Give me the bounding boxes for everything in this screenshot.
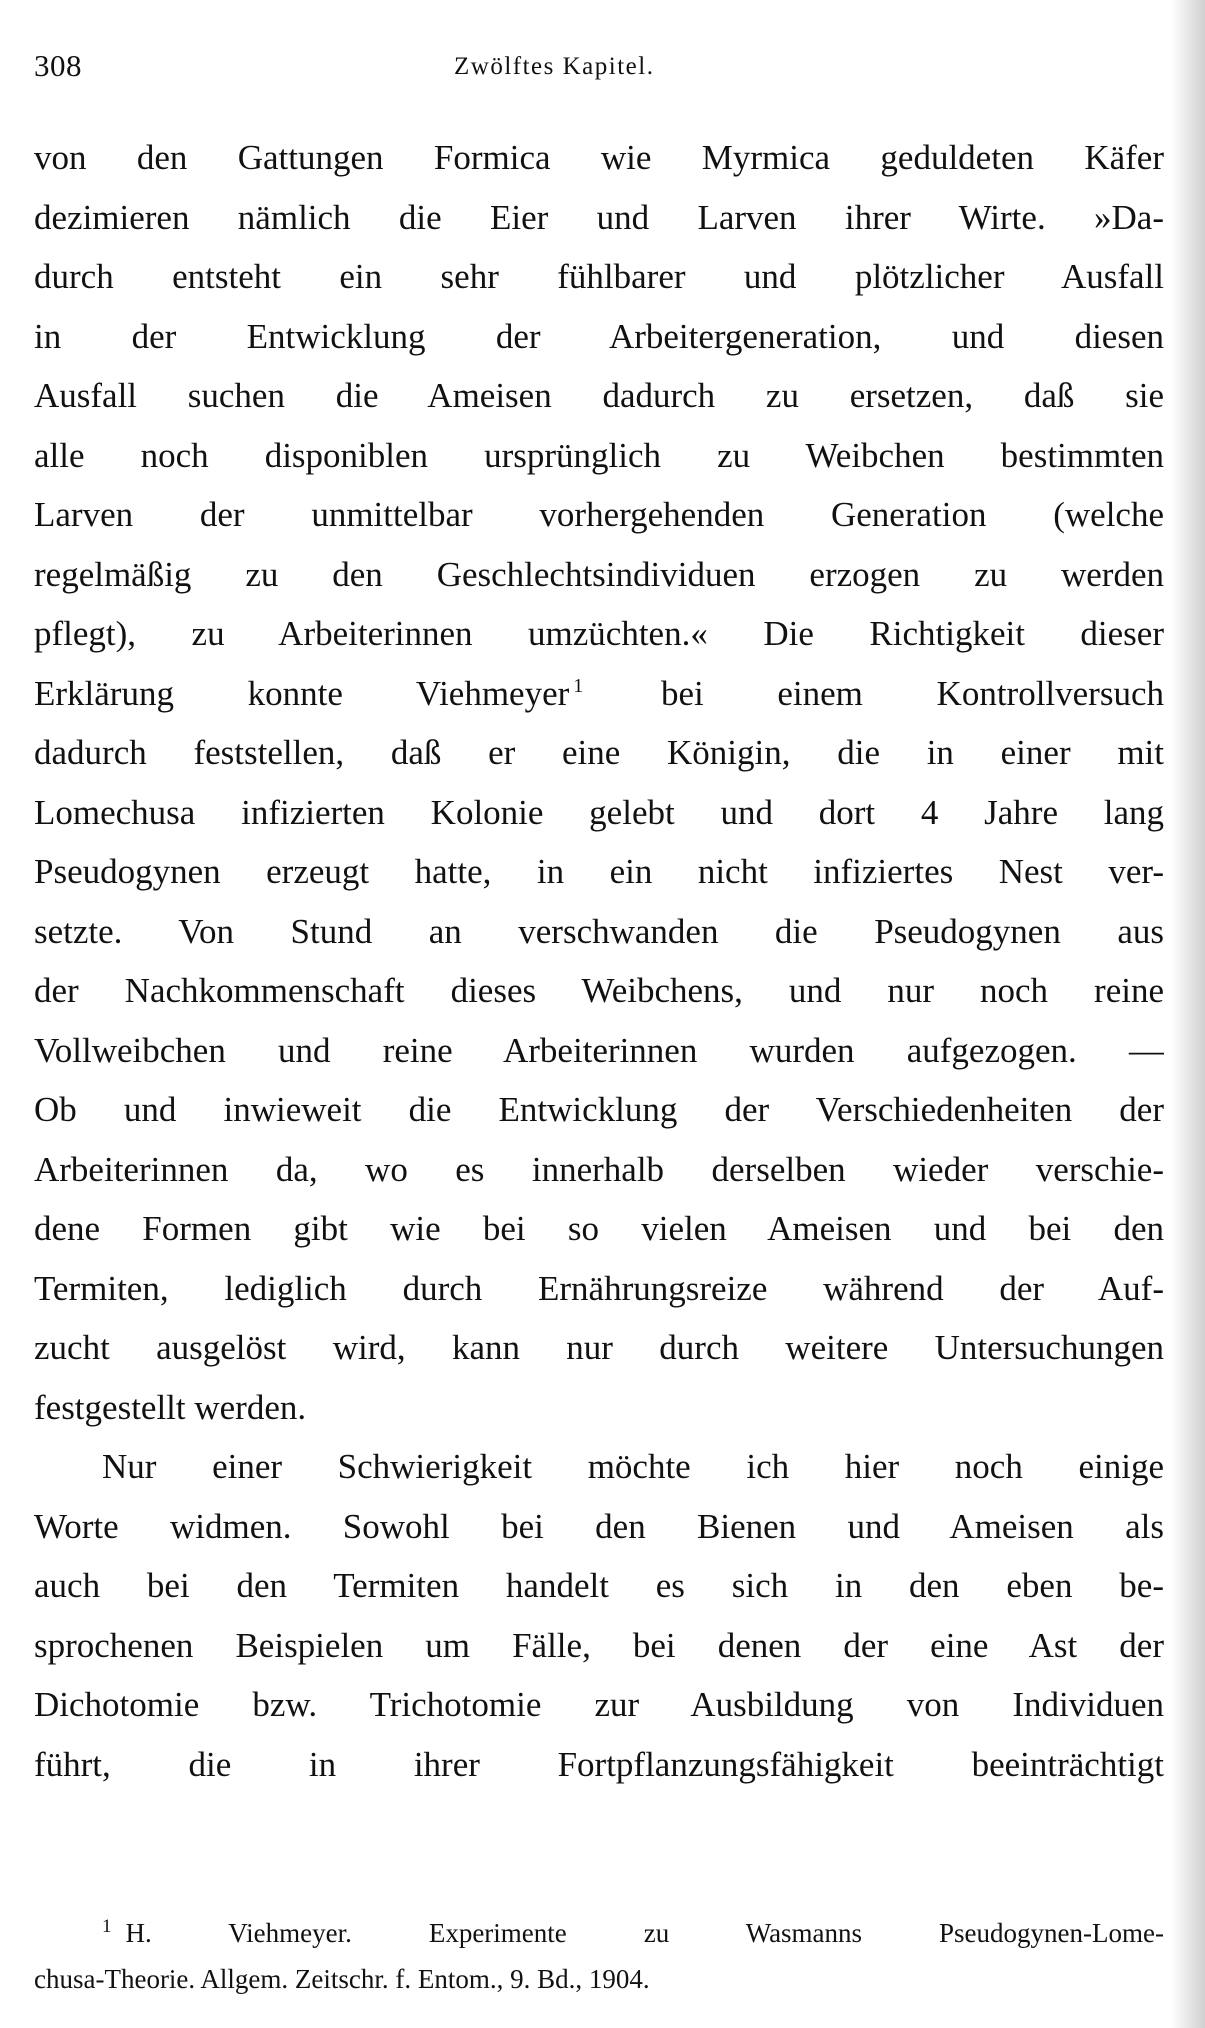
text-line: Ob und inwieweit die Entwicklung der Verschiedenheiten der	[34, 1090, 1164, 1129]
text-line-paragraph-end: festgestellt werden.	[34, 1387, 307, 1427]
text-line: führt, die in ihrer Fortpflanzungsfähigkeit beeinträchtigt	[34, 1744, 1164, 1784]
text-line: Lomechusa infizierten Kolonie gelebt und dort 4 Jahre lang	[34, 792, 1164, 832]
footnote-reference: 1	[573, 674, 584, 697]
text-line: von den Gattungen Formica wie Myrmica geduldeten Käfer	[34, 138, 1164, 177]
footnote	[34, 1910, 1164, 2002]
text-line: Arbeiterinnen da, wo es innerhalb derselben wieder verschie-	[34, 1149, 1164, 1189]
text-line: durch entsteht ein sehr fühlbarer und plötzlicher Ausfall	[34, 257, 1164, 296]
text-line: alle noch disponiblen ursprünglich zu Weibchen bestimmten	[34, 435, 1164, 475]
text-line: sprochenen Beispielen um Fälle, bei denen der eine Ast der	[34, 1625, 1164, 1665]
text-line: Larven der unmittelbar vorhergehenden Generation (welche	[34, 495, 1164, 534]
footnote-line	[34, 1910, 1164, 1956]
page-edge-shadow	[1171, 0, 1205, 2028]
text-line: setzte. Von Stund an verschwanden die Pseudogynen aus	[34, 911, 1164, 951]
text-line: pflegt), zu Arbeiterinnen umzüchten.« Die Richtigkeit dieser	[34, 614, 1164, 653]
text-line-with-footnote-ref	[34, 664, 1164, 724]
text-line: dadurch feststellen, daß er eine Königin, die in einer mit	[34, 733, 1164, 772]
text-line: zucht ausgelöst wird, kann nur durch weitere Untersuchungen	[34, 1328, 1164, 1367]
text-line: in der Entwicklung der Arbeitergeneration, und diesen	[34, 316, 1164, 356]
text-line: dene Formen gibt wie bei so vielen Ameisen und bei den	[34, 1209, 1164, 1248]
text-line: Dichotomie bzw. Trichotomie zur Ausbildung von Individuen	[34, 1685, 1164, 1724]
text-line: der Nachkommenschaft dieses Weibchens, und nur noch reine	[34, 971, 1164, 1010]
text-line: Worte widmen. Sowohl bei den Bienen und Ameisen als	[34, 1506, 1164, 1546]
body-text	[34, 128, 1164, 1794]
text-line: dezimieren nämlich die Eier und Larven ihrer Wirte. »Da-	[34, 197, 1164, 237]
text-segment: bei einem Kontrollversuch	[660, 673, 1164, 713]
footnote-marker: 1	[102, 1916, 112, 1937]
page-number: 308	[34, 48, 82, 83]
text-line: Pseudogynen erzeugt hatte, in ein nicht infiziertes Nest ver-	[34, 852, 1164, 891]
footnote-text: H. Viehmeyer. Experimente zu Wasmanns Pseudogynen-Lome-	[125, 1918, 1164, 1948]
text-line: Vollweibchen und reine Arbeiterinnen wurden aufgezogen. —	[34, 1030, 1164, 1070]
text-segment: Erklärung konnte Viehmeyer	[34, 673, 570, 713]
text-line: regelmäßig zu den Geschlechtsindividuen erzogen zu werden	[34, 554, 1164, 594]
text-line: auch bei den Termiten handelt es sich in den eben be-	[34, 1566, 1164, 1605]
text-line-paragraph-start: Nur einer Schwierigkeit möchte ich hier noch einige	[102, 1447, 1164, 1486]
footnote-line: chusa-Theorie. Allgem. Zeitschr. f. Entom., 9. Bd., 1904.	[34, 1964, 650, 1994]
running-head: Zwölftes Kapitel.	[454, 53, 655, 80]
page-header	[34, 48, 1164, 98]
text-line: Ausfall suchen die Ameisen dadurch zu ersetzen, daß sie	[34, 376, 1164, 415]
text-line: Termiten, lediglich durch Ernährungsreize während der Auf-	[34, 1268, 1164, 1308]
